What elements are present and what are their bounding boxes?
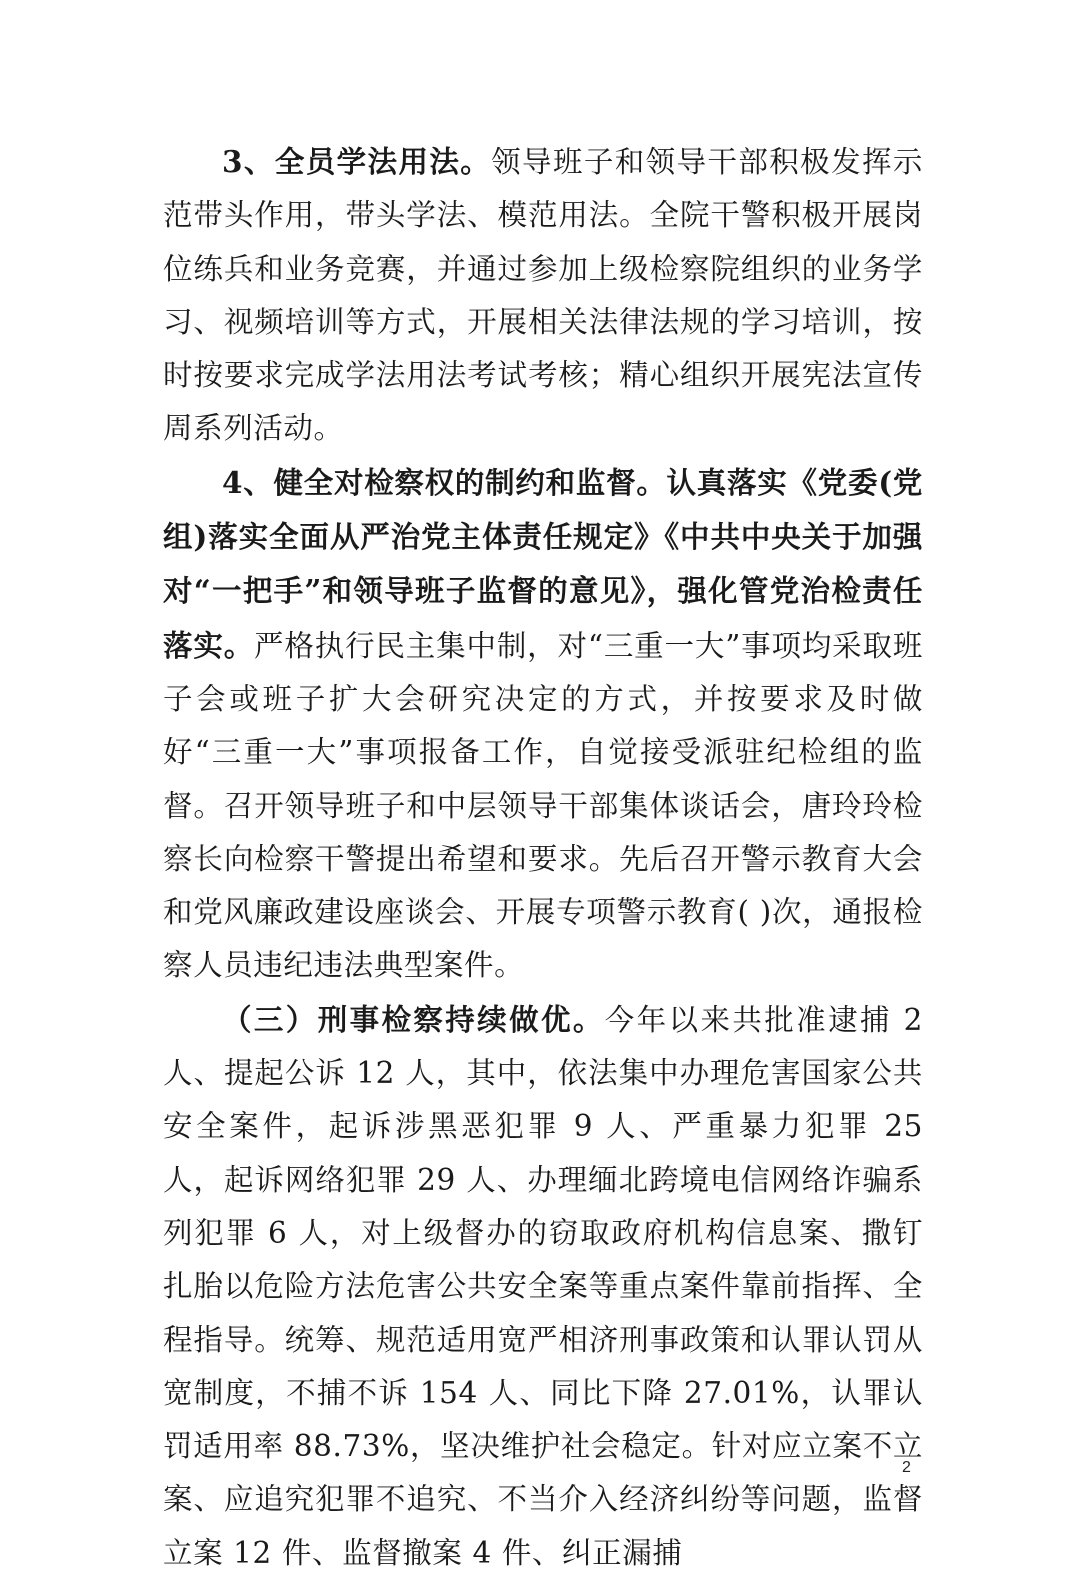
paragraph-text: 今年以来共批准逮捕 2 人、提起公诉 12 人，其中，依法集中办理危害国家公共安全案件，起诉涉黑恶犯罪 9 人、严重暴力犯罪 25 人，起诉网络犯罪 29 人、办理缅北跨境电信网络诈骗系列犯罪 6 人，对上级督办的窃取政府机构信息案、撒钉扎胎以危险方法危害公共安全案等重点案件靠前指挥、全程指导。统筹、规范适用宽严相济刑事政策和认罪认罚从宽制度，不捕不诉 154 人、同比下降 27.01%，认罪认罚适用率 88.73%，坚决维护社会稳定。针对应立案不立案、应追究犯罪不追究、不当介入经济纠纷等问题，监督立案 12 件、监督撤案 4 件、纠正漏捕 [163,1002,924,1570]
paragraph-text: 严格执行民主集中制，对“三重一大”事项均采取班子会或班子扩大会研究决定的方式，并按要求及时做好“三重一大”事项报备工作，自觉接受派驻纪检组的监督。召开领导班子和中层领导干部集体谈话会，唐玲玲检察长向检察干警提出希望和要求。先后召开警示教育大会和党风廉政建设座谈会、开展专项警示教育( )次，通报检察人员违纪违法典型案件。 [163,628,923,983]
paragraph-supervision [163,456,923,993]
paragraph-heading: （三）刑事检察持续做优。 [222,1001,605,1037]
document-body [163,135,923,1580]
paragraph-study-law [163,135,923,456]
paragraph-criminal-prosecution [163,993,923,1580]
paragraph-heading: 4、健全对检察权的制约和监督。认真落实《党委(党组)落实全面从严治党主体责任规定》《中共中央关于加强对“一把手”和领导班子监督的意见》，强化管党治检责任落实。 [163,464,923,663]
paragraph-text: 领导班子和领导干部积极发挥示范带头作用，带头学法、模范用法。全院干警积极开展岗位练兵和业务竞赛，并通过参加上级检察院组织的业务学习、视频培训等方式，开展相关法律法规的学习培训，按时按要求完成学法用法考试考核；精心组织开展宪法宣传周系列活动。 [163,145,923,446]
paragraph-heading: 3、全员学法用法。 [222,144,492,179]
page-number: 2 [902,1459,911,1476]
